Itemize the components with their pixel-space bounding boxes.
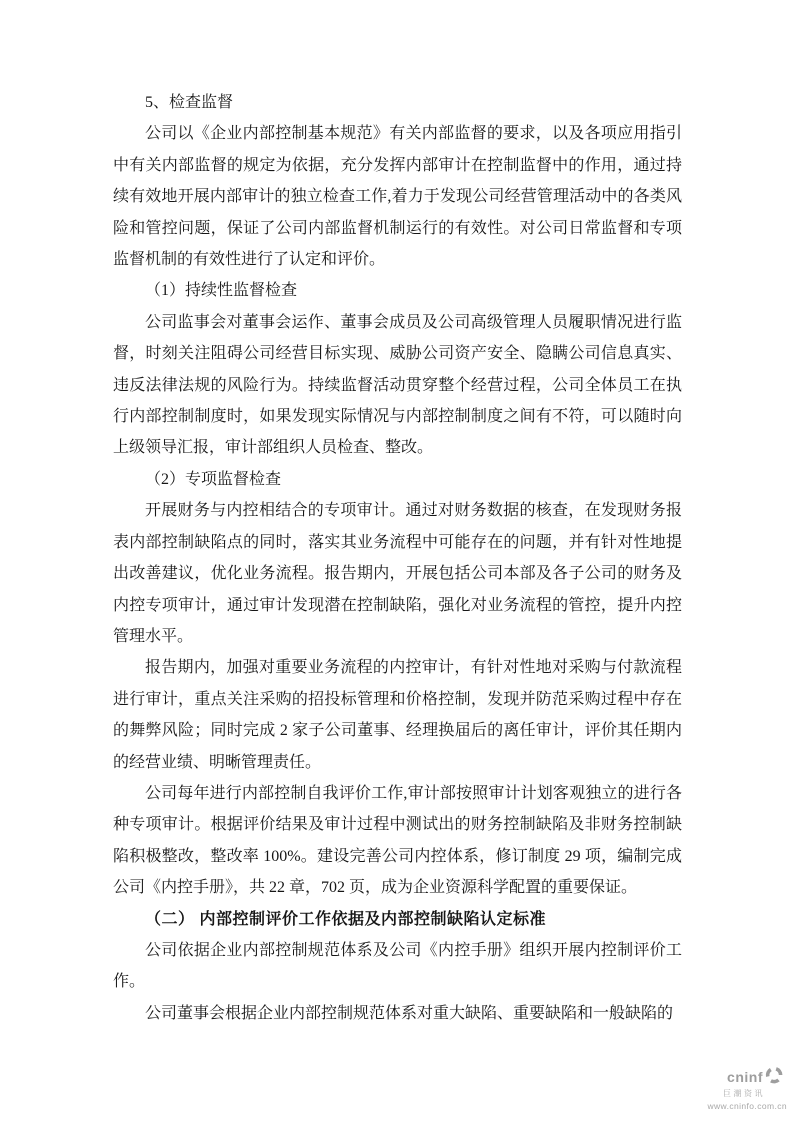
cninfo-url: www.cninfo.com.cn — [707, 1100, 787, 1111]
doc-paragraph: 公司依据企业内部控制规范体系及公司《内控手册》组织开展内控制评价工作。 — [113, 941, 682, 991]
doc-paragraph: 报告期内，加强对重要业务流程的内控审计，有针对性地对采购与付款流程进行审计，重点关注采购的招投标管理和价格控制，发现并防范采购过程中存在的舞弊风险；同时完成 2 家子公司董事、经理换届后的离任审计，评价其任期内的经营业绩、明晰管理责任。 — [113, 659, 682, 771]
doc-heading: （1）持续性监督检查 — [145, 282, 298, 300]
doc-paragraph: 公司董事会根据企业内部控制规范体系对重大缺陷、重要缺陷和一般缺陷的 — [145, 1004, 674, 1022]
doc-paragraph: 公司以《企业内部控制基本规范》有关内部监督的要求，以及各项应用指引中有关内部监督的规定为依据，充分发挥内部审计在控制监督中的作用，通过持续有效地开展内部审计的独立检查工作,着力于发现公司经营管理活动中的各类风险和管控问题，保证了公司内部监督机制运行的有效性。对公司日常监督和专项监督机制的有效性进行了认定和评价。 — [113, 125, 682, 269]
cninfo-swirl-icon — [761, 1063, 786, 1090]
cninfo-watermark — [707, 1066, 787, 1111]
doc-heading-bold: （二） 内部控制评价工作依据及内部控制缺陷认定标准 — [145, 910, 546, 928]
doc-heading: 5、检查监督 — [145, 94, 234, 111]
doc-heading: （2）专项监督检查 — [145, 470, 282, 488]
cninfo-logo-text: cninf — [727, 1068, 763, 1085]
doc-paragraph: 开展财务与内控相结合的专项审计。通过对财务数据的核查，在发现财务报表内部控制缺陷点的同时，落实其业务流程中可能存在的问题，并有针对性地提出改善建议，优化业务流程。报告期内，开展包括公司本部及各子公司的财务及内控专项审计，通过审计发现潜在控制缺陷，强化对业务流程的管控，提升内控管理水平。 — [113, 502, 682, 645]
cninfo-logo — [707, 1066, 783, 1088]
doc-paragraph: 公司每年进行内部控制自我评价工作,审计部按照审计计划客观独立的进行各种专项审计。根据评价结果及审计过程中测试出的财务控制缺陷及非财务控制缺陷积极整改，整改率 100%。建设完善公司内控体系，修订制度 29 项，编制完成公司《内控手册》，共 22 章，702 页，成为企业资源科学配置的重要保证。 — [113, 784, 682, 897]
doc-paragraph: 公司监事会对董事会运作、董事会成员及公司高级管理人员履职情况进行监督，时刻关注阻碍公司经营目标实现、威胁公司资产安全、隐瞒公司信息真实、违反法律法规的风险行为。持续监督活动贯穿整个经营过程，公司全体员工在执行内部控制制度时，如果发现实际情况与内部控制制度之间有不符，可以随时向上级领导汇报，审计部组织人员检查、整改。 — [113, 313, 682, 457]
document-body — [113, 87, 682, 1029]
cninfo-logo-subtitle: 巨潮资讯 — [723, 1088, 765, 1098]
